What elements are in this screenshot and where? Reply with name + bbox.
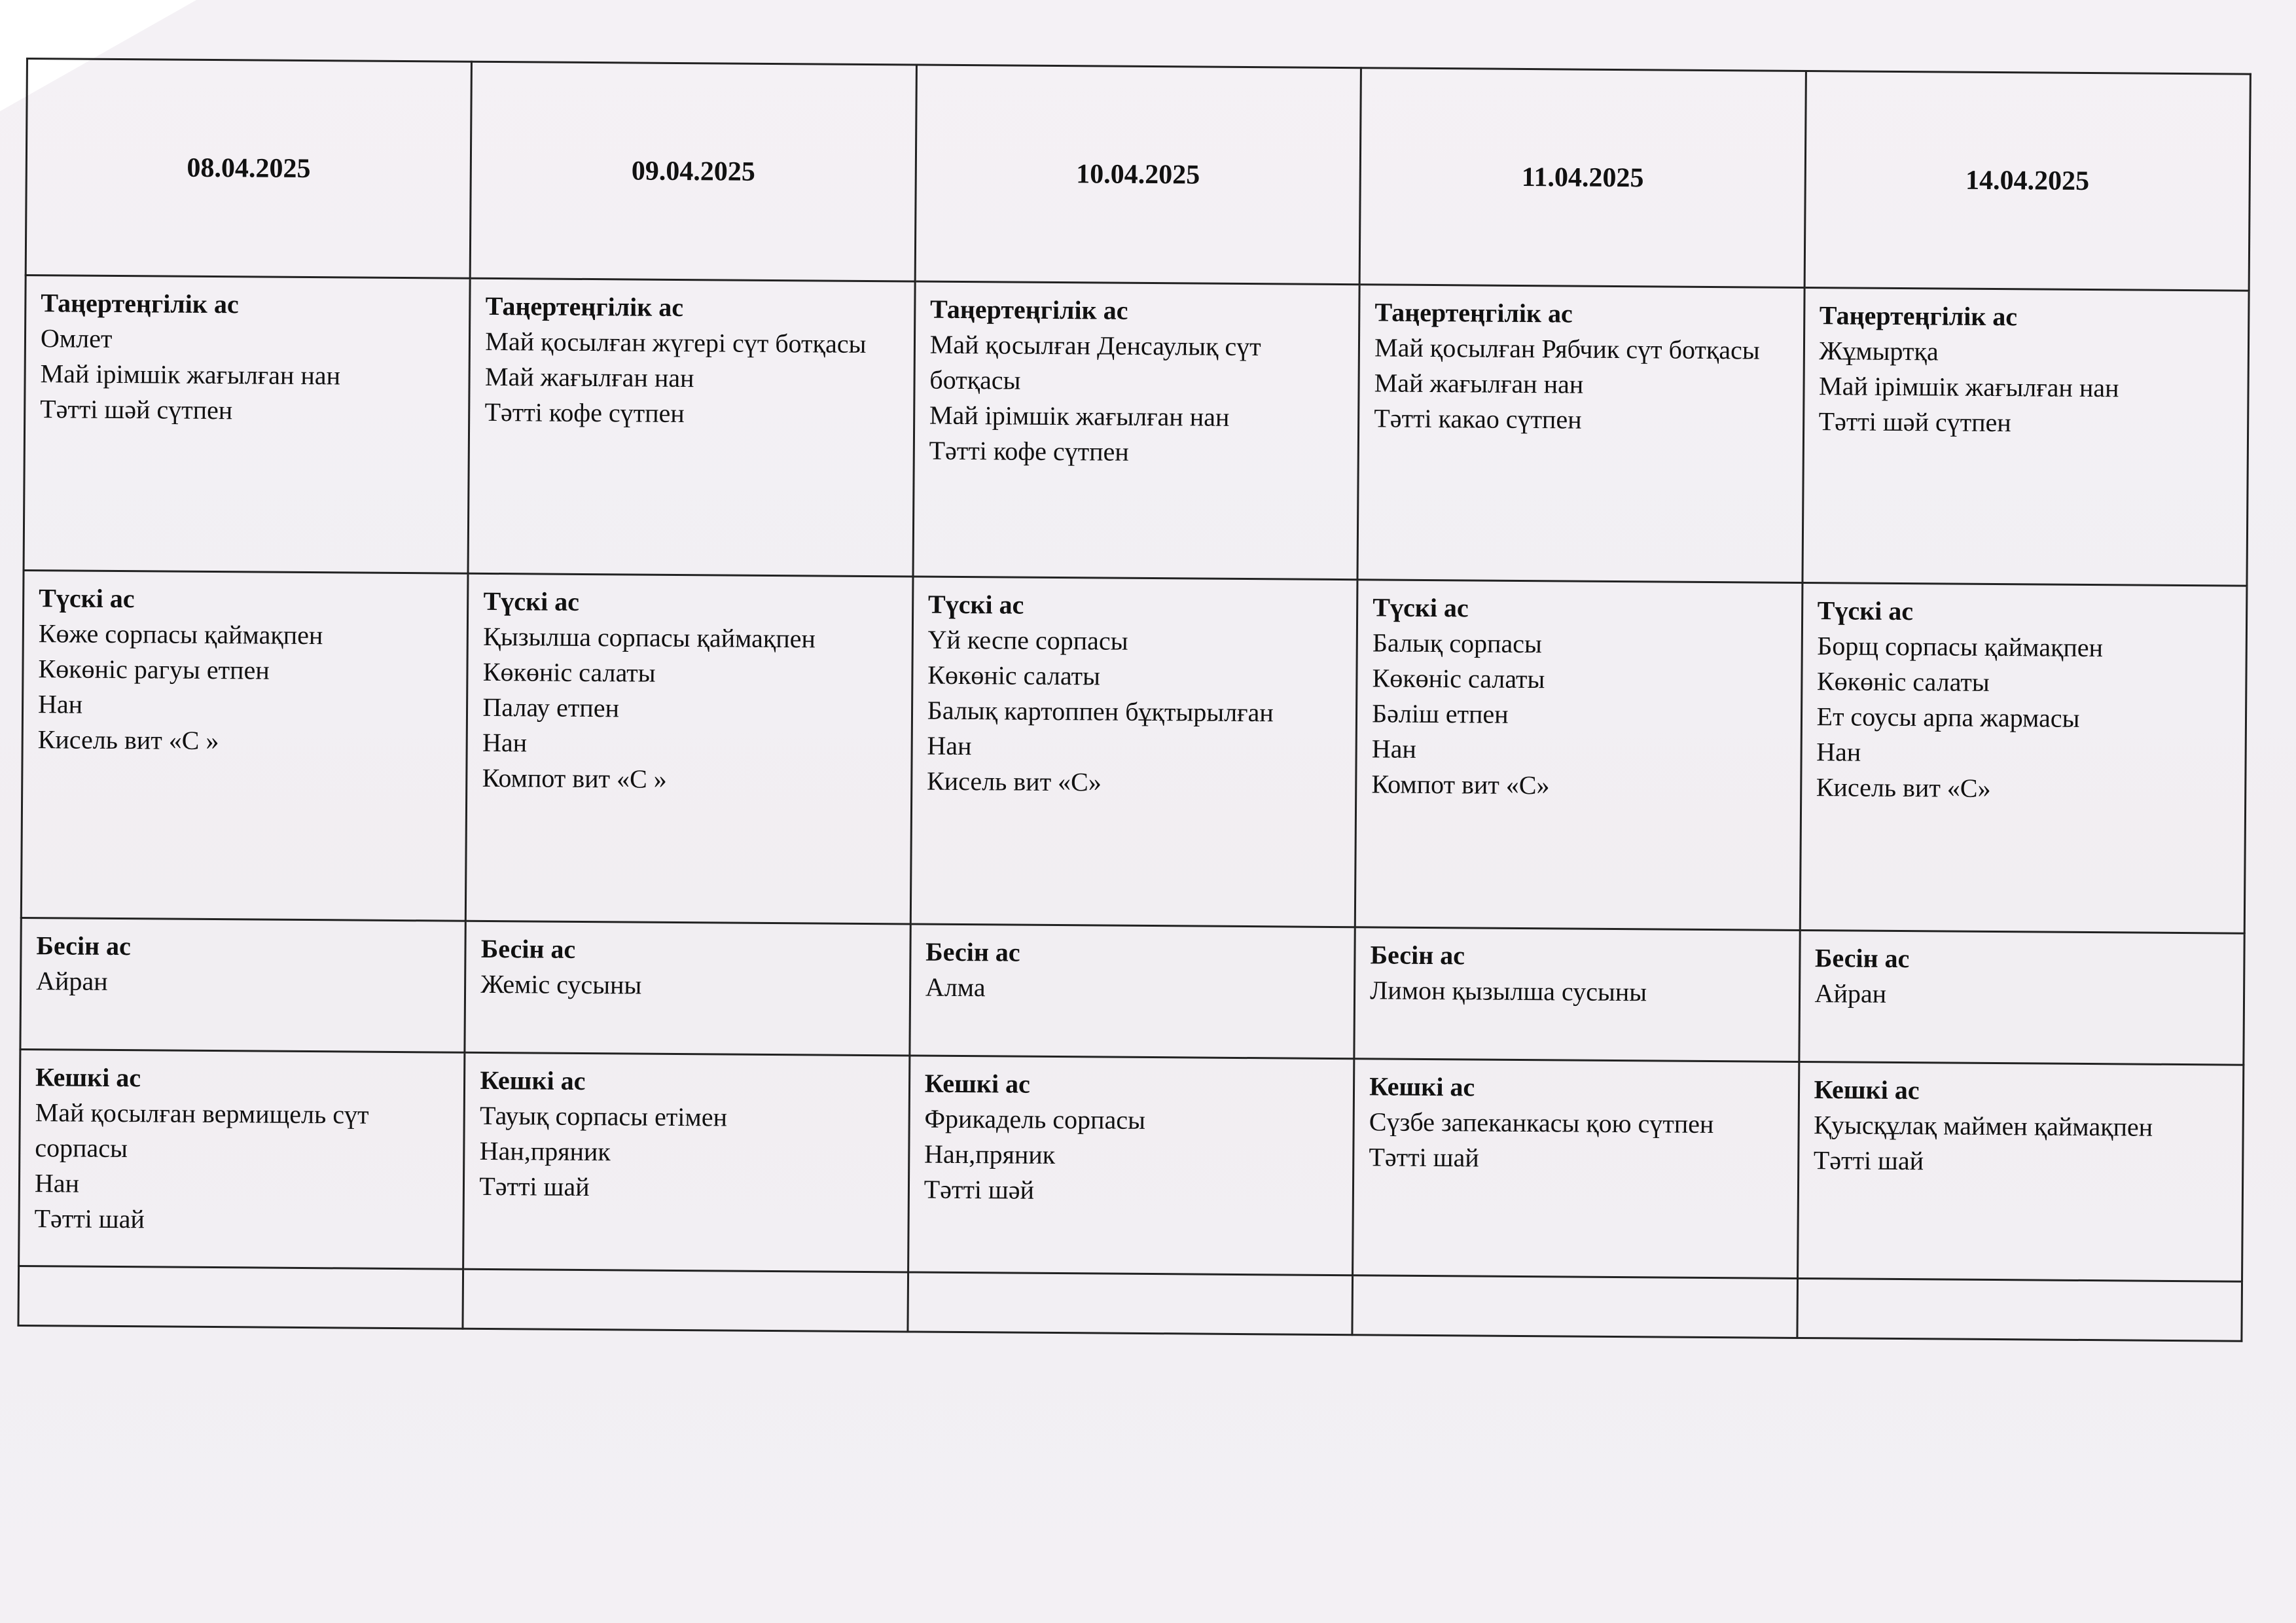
meal-title: Кешкі ас: [1369, 1071, 1475, 1102]
dish: Нан: [927, 730, 972, 761]
meal-title: Бесін ас: [36, 931, 132, 961]
dish: Компот вит «С »: [482, 762, 667, 794]
meal-title: Бесін ас: [925, 936, 1020, 967]
dish: Сүзбе запеканкасы қою сүтпен: [1369, 1107, 1714, 1139]
meal-title: Таңертеңгілік ас: [41, 288, 239, 319]
date-cell: 08.04.2025: [26, 59, 472, 279]
dish: Көкөніс салаты: [927, 660, 1101, 691]
dish: Май жағылған нан: [1374, 368, 1584, 399]
dish: Тәтті кофе сүтпен: [484, 397, 685, 429]
meal-title: Бесін ас: [480, 933, 576, 964]
dish: Май ірімшік жағылған нан: [1818, 371, 2119, 403]
breakfast-cell: [1803, 287, 2250, 586]
snack-cell: [1799, 930, 2244, 1065]
lunch-cell: [1355, 580, 1802, 931]
breakfast-cell: [468, 278, 915, 577]
dish: Ет соусы арпа жармасы: [1816, 702, 2080, 733]
dish: Тәтті шәй сүтпен: [1818, 406, 2011, 438]
dish: Тәтті шай: [1369, 1142, 1479, 1173]
dish: Нан: [482, 727, 528, 758]
empty-cell: [1797, 1278, 2242, 1341]
empty-cell: [18, 1266, 463, 1329]
date-cell: 14.04.2025: [1804, 71, 2251, 291]
dish: Борщ сорпасы қаймақпен: [1817, 631, 2104, 663]
dish: Май ірімшік жағылған нан: [929, 400, 1230, 432]
snack-row: [20, 918, 2244, 1065]
dish: Лимон қызылша сусыны: [1370, 975, 1647, 1007]
dish: Алма: [925, 972, 986, 1003]
empty-cell: [1352, 1275, 1797, 1338]
dish: Палау етпен: [482, 692, 620, 723]
breakfast-cell: [1357, 285, 1804, 583]
lunch-cell: [21, 570, 468, 921]
date-cell: 10.04.2025: [915, 65, 1361, 285]
dish: Май қосылған Рябчик сүт ботқасы: [1374, 332, 1760, 365]
breakfast-row: [24, 276, 2249, 586]
lunch-row: [21, 570, 2247, 933]
dish: Тәтті кофе сүтпен: [929, 435, 1129, 467]
dinner-cell: [1353, 1059, 1799, 1279]
dish: Тәтті шәй сүтпен: [40, 394, 233, 425]
dish: Көкөніс салаты: [1816, 666, 1990, 697]
dish: Тәтті какао сүтпен: [1374, 403, 1582, 435]
dish: Көже сорпасы қаймақпен: [38, 618, 323, 651]
date-cell: 11.04.2025: [1359, 68, 1806, 288]
dish: Май ірімшік жағылған нан: [40, 359, 341, 391]
dish: Жеміс сусыны: [480, 969, 642, 1000]
dish: Көкөніс рагуы етпен: [38, 654, 270, 685]
lunch-cell: [466, 573, 913, 924]
meal-title: Түскі ас: [927, 589, 1024, 620]
dish: Нан: [37, 689, 83, 719]
snack-cell: [1354, 927, 1800, 1062]
dish: Тәтті шай: [34, 1204, 145, 1234]
meal-title: Кешкі ас: [1814, 1075, 1920, 1105]
dish: Омлет: [40, 323, 113, 353]
snack-cell: [465, 921, 910, 1056]
dinner-cell: [908, 1056, 1354, 1275]
meal-title: Түскі ас: [1372, 592, 1469, 623]
dish: Нан,пряник: [479, 1135, 611, 1167]
meal-title: Бесін ас: [1814, 943, 1910, 974]
dish: Көкөніс салаты: [1372, 663, 1545, 694]
meal-title: Таңертеңгілік ас: [929, 294, 1128, 325]
lunch-cell: [910, 577, 1357, 927]
dish: Май қосылған жүгері сүт ботқасы: [485, 326, 867, 359]
dish: Нан,пряник: [924, 1139, 1056, 1170]
dish: Бәліш етпен: [1372, 698, 1509, 729]
dish: Нан: [1816, 737, 1861, 767]
dish: Тәтті шай: [479, 1171, 590, 1202]
dish: Балық картоппен бұқтырылған: [927, 695, 1274, 728]
meal-title: Түскі ас: [1817, 596, 1914, 626]
date-row: [26, 59, 2250, 291]
dish: Май қосылған вермищель сүт сорпасы: [35, 1097, 369, 1164]
dish: Май қосылған Денсаулық сүт ботқасы: [929, 329, 1261, 395]
dish: Айран: [35, 966, 108, 996]
dish: Жұмыртқа: [1819, 336, 1939, 366]
dish: Фрикадель сорпасы: [924, 1103, 1146, 1135]
dish: Кисель вит «С»: [1816, 772, 1991, 803]
dish: Көкөніс салаты: [482, 656, 656, 688]
dish: Май жағылған нан: [484, 361, 694, 393]
lunch-cell: [1800, 582, 2247, 933]
dinner-cell: [1797, 1061, 2244, 1281]
snack-cell: [20, 918, 466, 1052]
dish: Тауық сорпасы етімен: [479, 1100, 728, 1132]
dish: Кисель вит «С »: [37, 724, 219, 756]
dish: Нан: [1371, 734, 1417, 764]
meal-title: Кешкі ас: [35, 1062, 141, 1093]
breakfast-cell: [913, 281, 1360, 580]
dish: Қызылша сорпасы қаймақпен: [483, 621, 816, 654]
dinner-cell: [463, 1052, 910, 1272]
meal-title: Таңертеңгілік ас: [1374, 297, 1573, 329]
dish: Тәтті шай: [1813, 1145, 1924, 1176]
dish: Нан: [34, 1168, 80, 1198]
dinner-cell: [19, 1049, 465, 1269]
dish: Үй кеспе сорпасы: [927, 624, 1128, 656]
meal-title: Бесін ас: [1370, 940, 1465, 971]
dish: Қуысқұлақ маймен қаймақпен: [1814, 1110, 2153, 1142]
dish: Айран: [1814, 978, 1887, 1008]
dish: Балық сорпасы: [1372, 628, 1543, 659]
snack-cell: [910, 924, 1355, 1059]
dish: Кисель вит «С»: [926, 766, 1102, 797]
empty-cell: [908, 1272, 1353, 1335]
dish: Компот вит «С»: [1371, 769, 1550, 800]
dinner-row: [19, 1049, 2244, 1281]
meal-title: Түскі ас: [39, 583, 135, 614]
meal-title: Түскі ас: [483, 586, 580, 616]
meal-title: Кешкі ас: [924, 1068, 1030, 1099]
date-cell: 09.04.2025: [471, 62, 917, 281]
meal-title: Таңертеңгілік ас: [1819, 300, 2018, 332]
meal-title: Таңертеңгілік ас: [485, 291, 684, 323]
meal-title: Кешкі ас: [480, 1065, 586, 1096]
dish: Тәтті шәй: [924, 1174, 1035, 1205]
breakfast-cell: [24, 276, 471, 574]
menu-table: [17, 58, 2251, 1342]
empty-cell: [463, 1269, 908, 1332]
